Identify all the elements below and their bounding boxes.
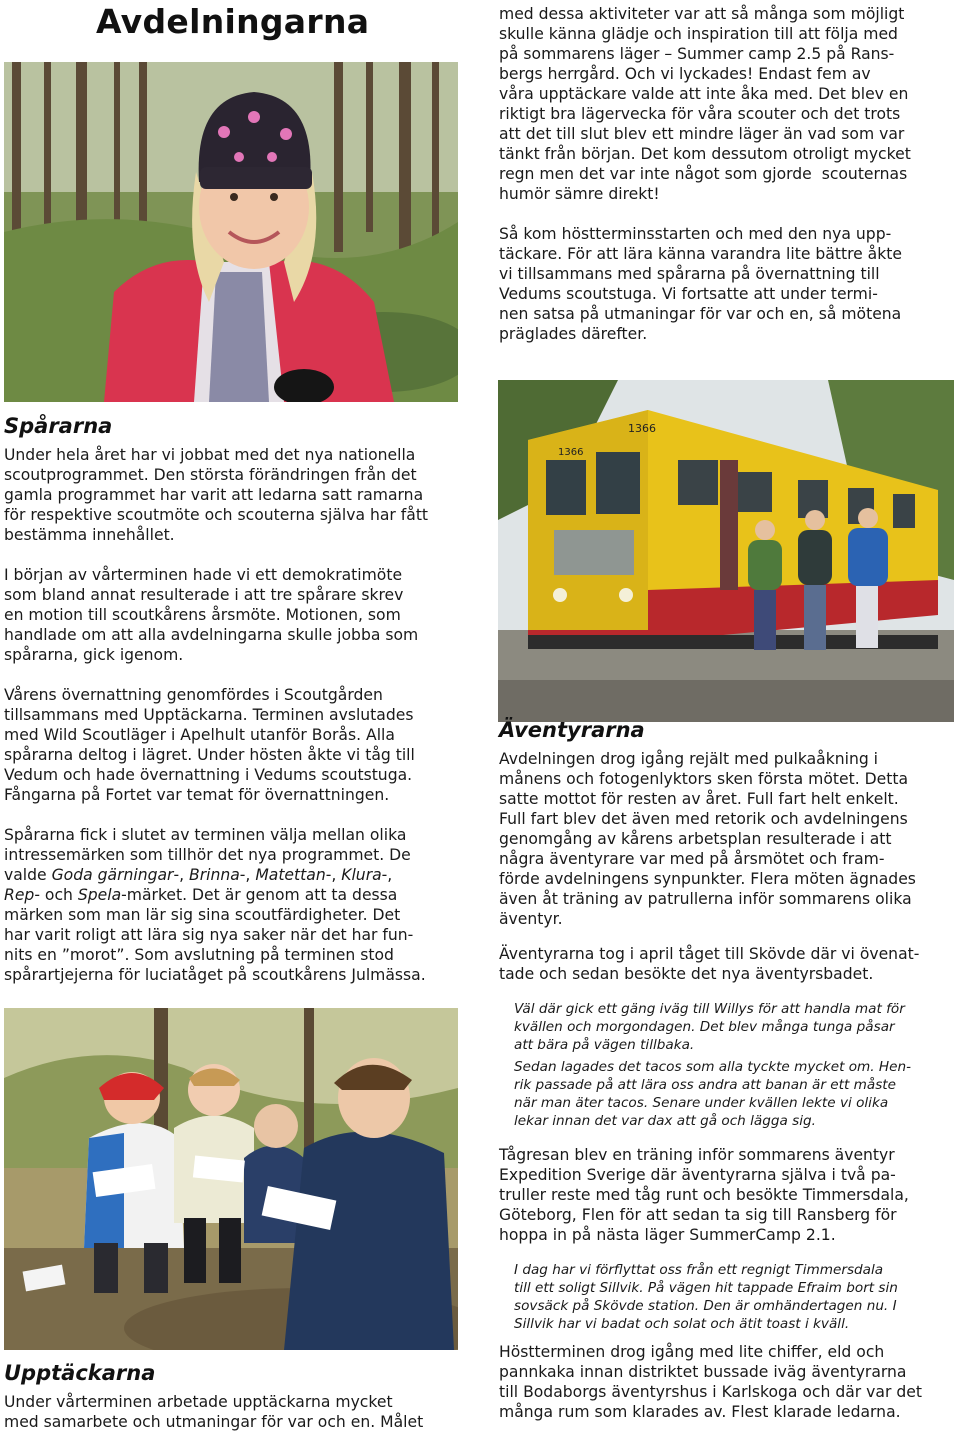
badge-name: Goda gärningar: [51, 866, 174, 884]
train-front-number: 1366: [558, 447, 584, 458]
text-run: -märket. Det är genom att ta dessa märken som man lär sig sina scoutfärdigheter. Det har varit roligt att lära sig nya saker när det har fun- nits en ”morot”. Som avslutning på terminen stod spårartjejerna för luciatåget på scoutkårens Julmässa.: [4, 886, 426, 984]
section-heading-upptackarna: Upptäckarna: [4, 1361, 156, 1385]
aventyrarna-paragraph-2: Äventyrarna tog i april tåget till Skövde där vi övenat- tade och sedan besökte det nya äventyrsbadet.: [499, 945, 920, 983]
aventyrarna-quote-1b: Sedan lagades det tacos som alla tyckte mycket om. Hen- rik passade på att lära oss andra att banan är ett måste när man äter tacos. Senare under kvällen lekte vi olika lekar innan det var dax att gå och lägga sig.: [514, 1059, 912, 1129]
text-run: -,: [173, 866, 189, 884]
aventyrarna-quote-1a: Väl där gick ett gäng iväg till Willys för att handla mat för kvällen och morgondagen. Det blev många tunga påsar att bära på vägen tillbaka.: [514, 1001, 905, 1053]
intro-paragraph-1: med dessa aktiviteter var att så många som möjligt skulle känna glädje och inspiration till att följa med på sommarens läger – Summer camp 2.5 på Rans- bergs herrgård. Och vi lyckades! Endast fem av våra upptäckare valde att inte åka med. Det blev en riktigt bra lägervecka för våra scouter och det trots att det till slut blev ett mindre läger än vad som var tänkt från början. Det kom dessutom otroligt mycket regn men det var inte något som gjorde scouternas humör sämre direkt!: [499, 5, 911, 203]
photo-kids-writing: [4, 1008, 458, 1350]
photo-train-with-scouts: [498, 380, 954, 722]
aventyrarna-paragraph-1: Avdelningen drog igång rejält med pulkaåkning i månens och fotogenlyktors sken första mötet. Detta satte mottot för resten av året. Full fart helt enkelt. Full fart blev det även med retorik och avdelningens genomgång av kårens arbetsplan resulterade i att några äventyrare var med på årsmötet och fram- förde avdelningens synpunkter. Flera möten ägnades även åt träning av patrullerna inför sommarens olika äventyr.: [499, 750, 916, 928]
badge-name: Spela: [77, 886, 122, 904]
aventyrarna-quote-2: I dag har vi förflyttat oss från ett regnigt Timmersdala till ett soligt Sillvik. På vägen hit tappade Efraim bort sin sovsäck på Skövde station. Den är omhändertagen nu. I Sillvik har vi badat och solat och ätit toast i kväll.: [514, 1262, 898, 1332]
page-title: Avdelningarna: [96, 2, 370, 41]
intro-paragraph-2: Så kom höstterminsstarten och med den nya upp- täckare. För att lära känna varandra lite bättre åkte vi tillsammans med spårarna på övernattning till Vedums scoutstuga. Vi fortsatte att under termi- nen satsa på utmaningar för var och en, så mötena präglades därefter.: [499, 225, 902, 343]
badge-name: Brinna: [189, 866, 240, 884]
upptackarna-paragraph-1: Under vårterminen arbetade upptäckarna mycket med samarbete och utmaningar för var och en. Målet: [4, 1393, 424, 1431]
sparana-paragraph-3: Vårens övernattning genomfördes i Scoutgården tillsammans med Upptäckarna. Terminen avslutades med Wild Scoutläger i Apelhult utanför Borås. Alla spårarna deltog i lägret. Under hösten åkte vi tåg till Vedum och hade övernattning i Vedums scoutstuga. Fångarna på Fortet var temat för övernattningen.: [4, 686, 415, 804]
text-run: -,: [325, 866, 342, 884]
section-heading-aventyrarna: Äventyrarna: [499, 718, 645, 742]
sparana-paragraph-2: I början av vårterminen hade vi ett demokratimöte som bland annat resulterade i att tre spårare skrev en motion till scoutkårens årsmöte. Motionen, som handlade om att alla avdelningarna skulle jobba som spårarna, gick igenom.: [4, 566, 419, 664]
aventyrarna-paragraph-3: Tågresan blev en träning inför sommarens äventyr Expedition Sverige där äventyrarna själva i två pa- truller reste med tåg runt och besökte Timmersdala, Göteborg, Flen för att sedan ta sig till Ransberg för hoppa in på nästa läger SummerCamp 2.1.: [499, 1146, 909, 1244]
photo-girl-in-forest: [4, 62, 458, 402]
text-run: -,: [381, 866, 393, 884]
text-run: - och: [34, 886, 78, 904]
text-run: Spårarna fick i slutet av terminen välja mellan olika intressemärken som tillhör det nya programmet. De valde: [4, 826, 411, 884]
train-top-number: 1366: [628, 422, 656, 435]
section-heading-sparana: Spårarna: [4, 414, 113, 438]
badge-name: Klura: [341, 866, 382, 884]
badge-name: Matettan: [255, 866, 326, 884]
aventyrarna-paragraph-4: Höstterminen drog igång med lite chiffer, eld och pannkaka innan distriktet bussade iväg äventyrarna till Bodaborgs äventyrshus i Karlskoga och där var det många rum som klarades av. Flest klarade ledarna.: [499, 1343, 922, 1421]
sparana-paragraph-1: Under hela året har vi jobbat med det nya nationella scoutprogrammet. Den största förändringen från det gamla programmet har varit att ledarna satt ramarna för respektive scoutmöte och scouterna själva har fått bestämma innehållet.: [4, 446, 429, 544]
sparana-paragraph-4: [4, 825, 464, 985]
badge-name: Rep: [4, 886, 35, 904]
text-run: -,: [239, 866, 256, 884]
